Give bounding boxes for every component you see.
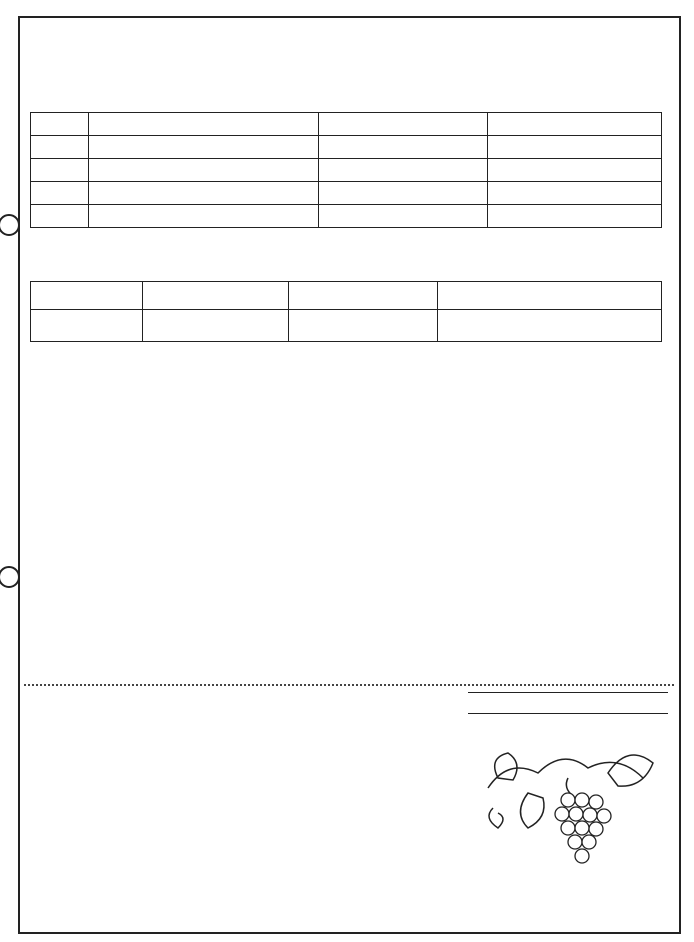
total-label (88, 205, 318, 228)
row-item (88, 182, 318, 205)
dotted-divider (24, 684, 674, 686)
row-item (88, 136, 318, 159)
income-header-budget (318, 113, 488, 136)
income-header-no (31, 113, 89, 136)
binding-hole-upper (0, 214, 20, 236)
total-actual (488, 205, 662, 228)
expense-table (30, 281, 662, 342)
expense-header-item (31, 282, 143, 310)
row-actual (488, 136, 662, 159)
table-row (31, 159, 662, 182)
grape-illustration (468, 718, 668, 868)
total-label (31, 310, 143, 342)
expense-header-note (438, 282, 662, 310)
income-header-actual (488, 113, 662, 136)
income-header-item (88, 113, 318, 136)
expense-header-budget (142, 282, 288, 310)
table-row (31, 136, 662, 159)
row-budget (318, 136, 488, 159)
binding-hole-lower (0, 566, 20, 588)
table-row (31, 182, 662, 205)
income-table (30, 112, 662, 228)
income-total-row (31, 205, 662, 228)
expense-total-row (31, 310, 662, 342)
row-budget (318, 182, 488, 205)
row-actual (488, 182, 662, 205)
expense-header-actual (288, 282, 438, 310)
row-budget (318, 159, 488, 182)
row-actual (488, 159, 662, 182)
row-no (31, 182, 89, 205)
report-box (468, 692, 668, 872)
row-item (88, 159, 318, 182)
row-no (31, 159, 89, 182)
report-title-box (468, 692, 668, 714)
row-no (31, 136, 89, 159)
total-actual (288, 310, 438, 342)
income-header-row (31, 113, 662, 136)
expense-header-row (31, 282, 662, 310)
total-budget (318, 205, 488, 228)
total-budget (142, 310, 288, 342)
